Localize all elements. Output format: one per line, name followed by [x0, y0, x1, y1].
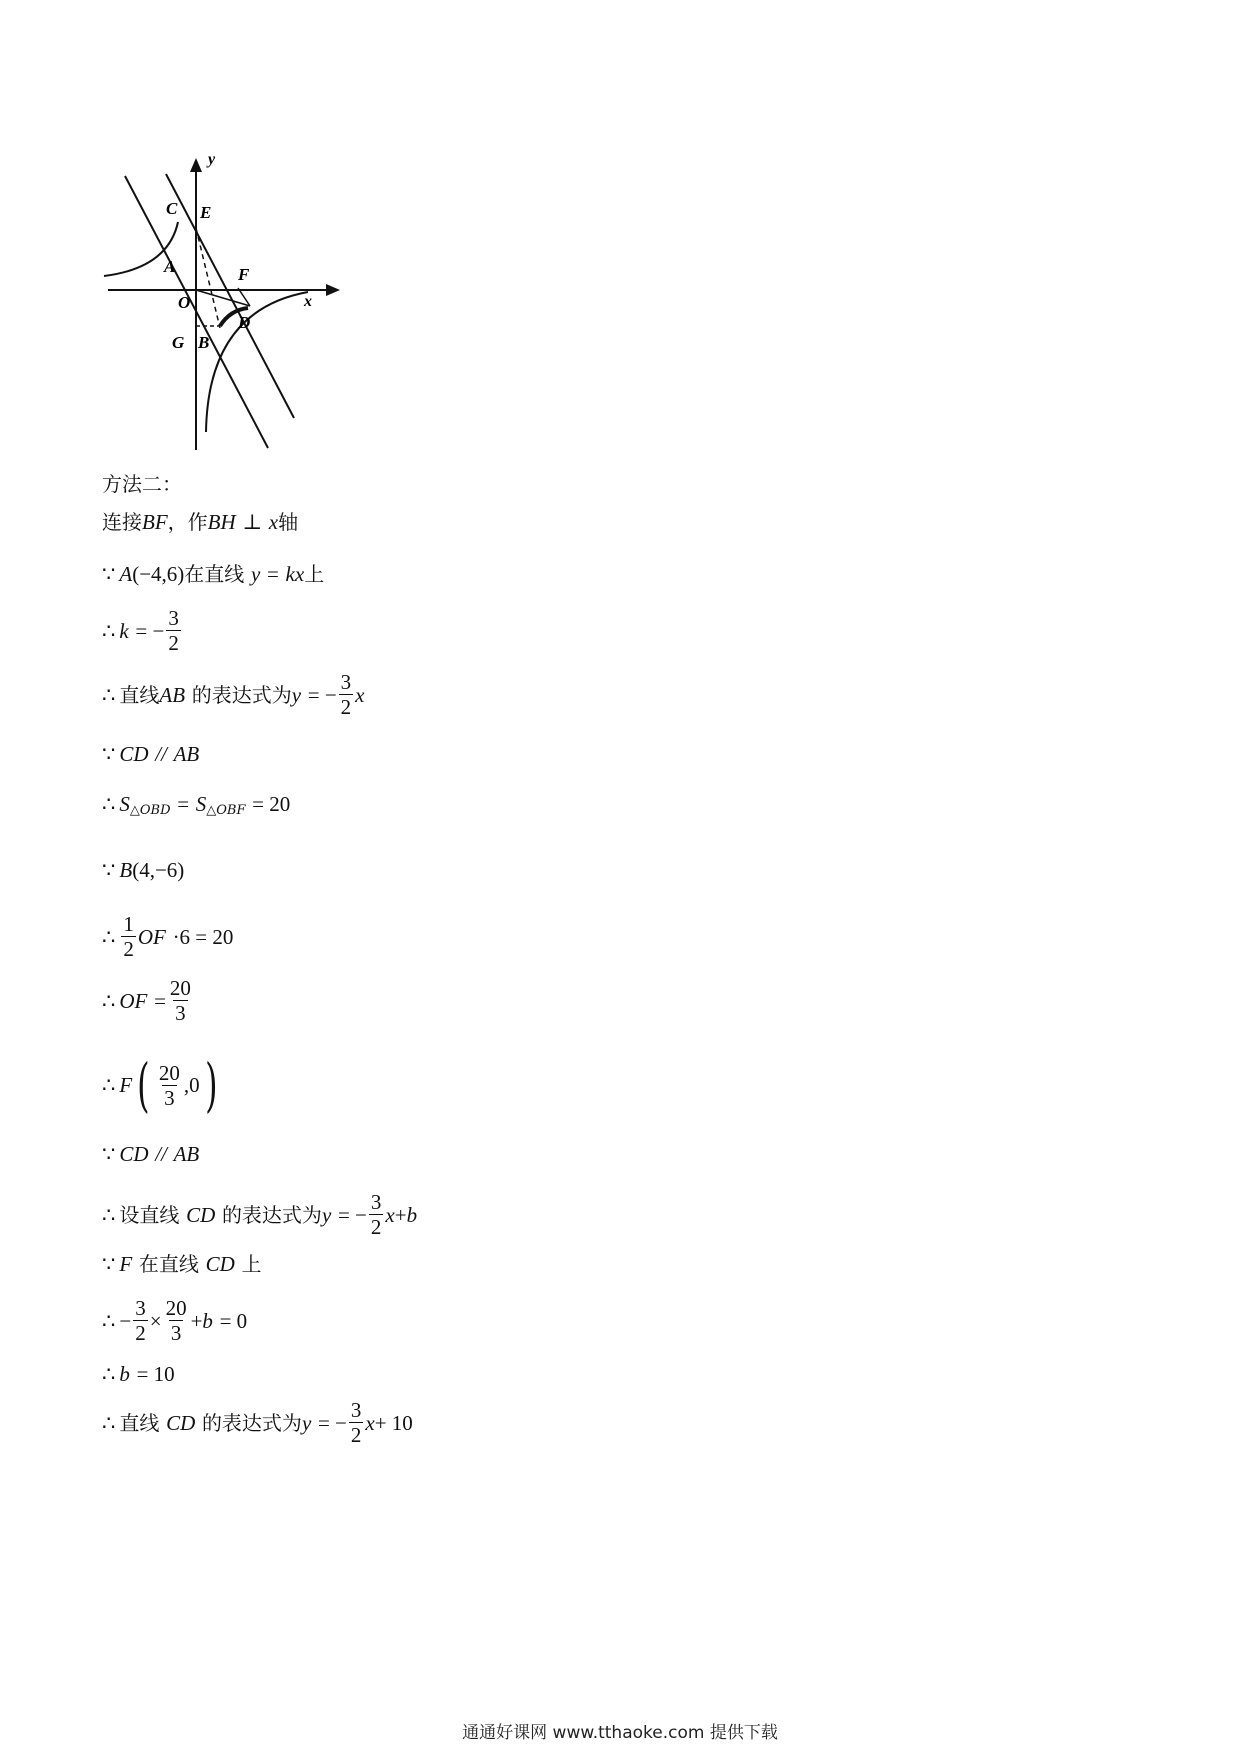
denominator: 2	[350, 1423, 362, 1447]
because-symbol: ∵	[102, 1252, 116, 1276]
segment-name: OF	[137, 924, 166, 949]
solution-line-12	[102, 1140, 199, 1168]
label-a: A	[164, 257, 176, 276]
fraction	[349, 1398, 364, 1447]
solution-line-4	[102, 606, 183, 655]
line-name: CD	[119, 742, 149, 766]
value: ·6 = 20	[172, 924, 234, 949]
solution-line-2	[102, 508, 298, 536]
therefore-symbol: ∴	[102, 792, 116, 816]
text: 的表达式为	[191, 682, 292, 707]
segment-name: BH	[207, 510, 236, 534]
numerator: 3	[350, 1398, 362, 1422]
equals: =	[177, 792, 190, 816]
numerator: 3	[135, 1296, 146, 1320]
line-name: CD	[186, 1202, 216, 1227]
text: 的表达式为	[201, 1410, 302, 1435]
var: k	[119, 618, 129, 643]
because-symbol: ∵	[102, 858, 116, 882]
denominator: 2	[370, 1215, 382, 1239]
fraction	[166, 606, 181, 655]
line-name: AB	[173, 742, 200, 766]
label-b: B	[198, 333, 210, 352]
label-d: D	[238, 313, 251, 332]
var: b	[406, 1202, 418, 1227]
value: = 0	[219, 1308, 248, 1333]
denominator: 2	[123, 937, 134, 961]
numerator: 3	[370, 1190, 382, 1214]
var: y	[250, 562, 261, 586]
therefore-symbol: ∴	[102, 1362, 116, 1386]
therefore-symbol: ∴	[102, 988, 116, 1013]
segment-name: OF	[119, 988, 148, 1013]
label-y: y	[208, 151, 216, 168]
text: 设直线	[119, 1202, 180, 1227]
plus: +	[190, 1308, 203, 1333]
numerator: 3	[168, 606, 179, 630]
therefore-symbol: ∴	[102, 1073, 116, 1097]
fraction	[164, 1296, 189, 1345]
equals: =	[267, 562, 279, 586]
denominator: 3	[175, 1001, 186, 1025]
minus: −	[119, 1308, 132, 1333]
solution-line-17	[102, 1398, 413, 1447]
left-paren: (	[137, 1051, 150, 1119]
y-axis-arrow	[190, 158, 202, 172]
coordinates: (−4,6)	[132, 562, 185, 586]
fraction	[339, 670, 354, 719]
segment-name: BF	[142, 510, 168, 534]
area-symbol: S	[119, 792, 130, 816]
hyperbola-right-branch	[206, 292, 308, 432]
dashed-eb	[196, 228, 220, 328]
line-name: CD	[166, 1410, 196, 1435]
solution-line-9	[102, 912, 233, 961]
parallel-symbol: //	[155, 1142, 167, 1166]
line-name: AB	[159, 682, 186, 707]
point-name: A	[119, 562, 133, 586]
coordinates: (4,−6)	[132, 858, 185, 882]
point-name: B	[119, 858, 133, 882]
var: x	[385, 1202, 395, 1227]
right-paren: )	[204, 1051, 218, 1119]
text: 直线	[119, 682, 160, 707]
point-name: F	[119, 1073, 133, 1097]
text: 上	[241, 1252, 262, 1276]
text: 在直线	[138, 1252, 199, 1276]
label-f: F	[238, 265, 250, 284]
therefore-symbol: ∴	[102, 682, 116, 707]
equals: = −	[135, 618, 165, 643]
label-o: O	[178, 293, 191, 312]
solution-line-16	[102, 1360, 175, 1388]
solution-line-14	[102, 1250, 261, 1278]
equals: = −	[307, 682, 337, 707]
text: 在直线	[184, 562, 245, 586]
coordinate: ,0	[183, 1073, 200, 1097]
area-subscript: △OBF	[206, 803, 246, 818]
solution-line-15	[102, 1296, 247, 1345]
segment-od	[196, 290, 250, 306]
solution-line-7	[102, 790, 290, 818]
method-heading-text: 方法二：	[102, 472, 182, 496]
fraction	[157, 1061, 182, 1110]
var: y	[321, 1202, 332, 1227]
solution-line-3	[102, 560, 324, 588]
line-name: CD	[205, 1252, 235, 1276]
because-symbol: ∵	[102, 562, 116, 586]
denominator: 2	[135, 1321, 146, 1345]
perp-symbol: ⊥	[242, 510, 263, 534]
figure-svg	[108, 151, 368, 460]
denominator: 2	[168, 631, 179, 655]
because-symbol: ∵	[102, 1142, 116, 1166]
var: kx	[285, 562, 305, 586]
text: 上	[304, 562, 325, 586]
solution-line-8	[102, 856, 184, 884]
fraction	[133, 1296, 148, 1345]
label-x: x	[304, 293, 312, 310]
method-heading	[102, 470, 182, 498]
therefore-symbol: ∴	[102, 618, 116, 643]
var: x	[365, 1410, 375, 1435]
text: 连接	[102, 510, 142, 534]
plus: +	[394, 1202, 407, 1227]
value: = 10	[136, 1362, 175, 1386]
line-name: CD	[119, 1142, 149, 1166]
numerator: 3	[340, 670, 352, 694]
solution-line-10	[102, 976, 195, 1025]
equals: =	[154, 988, 166, 1013]
var: b	[119, 1362, 130, 1386]
label-c: C	[166, 199, 178, 218]
label-g: G	[172, 333, 185, 352]
solution-line-5	[102, 670, 365, 719]
equals: = −	[317, 1410, 347, 1435]
because-symbol: ∵	[102, 742, 116, 766]
var: y	[301, 1410, 312, 1435]
numerator: 1	[123, 912, 134, 936]
fraction	[369, 1190, 384, 1239]
axis-name: x	[268, 510, 279, 534]
line-name: AB	[173, 1142, 200, 1166]
x-axis-arrow	[326, 284, 340, 296]
therefore-symbol: ∴	[102, 1202, 116, 1227]
numerator: 20	[158, 1060, 180, 1085]
therefore-symbol: ∴	[102, 1410, 116, 1435]
value: = 20	[252, 792, 291, 816]
therefore-symbol: ∴	[102, 924, 116, 949]
solution-line-6	[102, 740, 199, 768]
footer-text: 通通好课网 www.tthaoke.com 提供下载	[462, 1723, 778, 1743]
label-e: E	[200, 203, 212, 222]
text: 的表达式为	[221, 1202, 322, 1227]
text: 轴	[278, 510, 299, 534]
coordinate-figure	[108, 151, 368, 460]
fraction	[121, 912, 136, 961]
solution-line-13	[102, 1190, 417, 1239]
denominator: 3	[170, 1321, 182, 1345]
area-subscript: △OBD	[129, 803, 171, 818]
denominator: 3	[164, 1085, 175, 1110]
var: b	[202, 1308, 213, 1333]
area-symbol: S	[195, 792, 207, 816]
parallel-symbol: //	[155, 742, 167, 766]
solution-line-11	[102, 1051, 222, 1119]
var: x	[355, 682, 365, 707]
numerator: 20	[169, 976, 191, 1000]
point-name: F	[119, 1252, 133, 1276]
times: ×	[149, 1308, 162, 1333]
text: ，作	[167, 510, 208, 534]
fraction	[168, 976, 193, 1025]
denominator: 2	[340, 695, 352, 719]
numerator: 20	[165, 1296, 187, 1320]
text: 直线	[119, 1410, 160, 1435]
value: + 10	[374, 1410, 413, 1435]
therefore-symbol: ∴	[102, 1308, 116, 1333]
var: y	[291, 682, 302, 707]
equals: = −	[337, 1202, 367, 1227]
